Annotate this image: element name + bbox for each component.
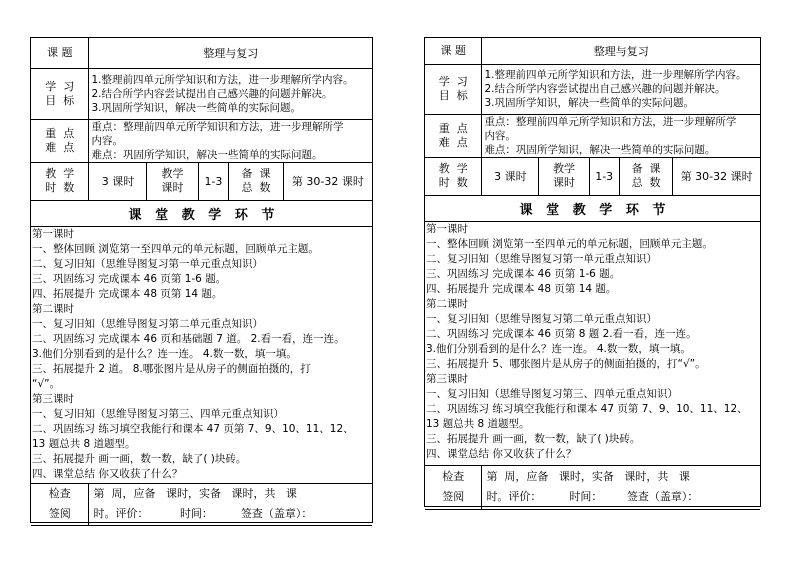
topic-value: 整理与复习 <box>89 38 372 68</box>
goal-item: 2.结合所学内容尝试提出自己感兴趣的问题并解决。 <box>91 87 333 100</box>
body-line: 二、复习旧知（思维导图复习第一单元重点知识） <box>426 252 657 265</box>
total-label: 备 课 总 数 <box>229 162 284 200</box>
body-line: 三、巩固练习 完成课本 46 页第 1-6 题。 <box>426 267 621 280</box>
key-points-label: 重 点 难 点 <box>425 114 482 157</box>
key-point-line: 重点：整理前四单元所学知识和方法，进一步理解所学 <box>91 120 344 133</box>
check-line-1: 第 周，应备 课时，实备 课时，共 课 <box>93 487 297 500</box>
body-line: 第二课时 <box>426 297 468 310</box>
check-line-2: 时。评价： 时间： 签查（盖章）： <box>93 507 313 520</box>
body-line: 13 题总共 8 道题型。 <box>32 437 136 450</box>
body-line: 一、复习旧知（思维导图复习第二单元重点知识） <box>426 312 657 325</box>
body-line: 第一课时 <box>32 227 74 240</box>
check-content <box>482 465 760 509</box>
key-point-line: 难点：巩固所学知识，解决一些简单的实际问题。 <box>91 148 323 161</box>
hours-value: 3 课时 <box>482 157 539 195</box>
hours-label: 教 学 时 数 <box>31 162 89 200</box>
body-line: 13 题总共 8 道题型。 <box>426 417 530 430</box>
key-points <box>482 114 760 157</box>
section-title: 课 堂 教 学 环 节 <box>425 195 760 221</box>
hours-value: 3 课时 <box>89 162 147 200</box>
topic-label: 课 题 <box>425 38 482 64</box>
key-point-line: 难点：巩固所学知识，解决一些简单的实际问题。 <box>484 143 716 156</box>
goals-list <box>89 68 372 119</box>
topic-label: 课 题 <box>31 38 89 68</box>
goals-list <box>482 64 760 114</box>
body-line: 一、复习旧知（思维导图复习第三、四单元重点知识） <box>426 387 678 400</box>
total-value: 第 30-32 课时 <box>673 157 760 195</box>
total-label: 备 课 总 数 <box>619 157 673 195</box>
key-point-line: 重点：整理前四单元所学知识和方法，进一步理解所学 <box>484 115 737 128</box>
goal-item: 3.巩固所学知识，解决一些简单的实际问题。 <box>91 101 301 114</box>
body-line: 二、巩固练习 完成课本 46 页和基础题 7 道。 2.看一看，连一连。 <box>32 332 345 345</box>
body-line: 二、巩固练习 完成课本 46 页第 8 题 2.看一看，连一连。 <box>426 327 697 340</box>
goals-label: 学 习 目 标 <box>31 68 89 119</box>
body-line: 3.他们分别看到的是什么？连一连。 4.数一数，填一填。 <box>32 347 297 360</box>
lesson-hours-label: 教学 课时 <box>539 157 589 195</box>
body-line: 四、拓展提升 完成课本 48 页第 14 题。 <box>426 282 617 295</box>
body-line: 三、拓展提升 画一画，数一数，缺了( )块砖。 <box>32 452 247 465</box>
body-line: 二、巩固练习 练习填空我能行和课本 47 页第 7、9、10、11、12、 <box>32 422 354 435</box>
key-point-line: 内容。 <box>91 134 123 147</box>
body-line: 一、整体回顾 浏览第一至四单元的单元标题，回顾单元主题。 <box>426 237 713 250</box>
hours-label: 教 学 时 数 <box>425 157 482 195</box>
body-line: 第二课时 <box>32 302 74 315</box>
lesson-hours-value: 1-3 <box>589 157 619 195</box>
body-line: 第一课时 <box>426 222 468 235</box>
body-line: 一、复习旧知（思维导图复习第二单元重点知识） <box>32 317 263 330</box>
body-line: 二、复习旧知（思维导图复习第一单元重点知识） <box>32 257 263 270</box>
body-line: 一、整体回顾 浏览第一至四单元的单元标题，回顾单元主题。 <box>32 242 319 255</box>
goal-item: 1.整理前四单元所学知识和方法，进一步理解所学内容。 <box>91 73 354 86</box>
goal-item: 3.巩固所学知识，解决一些简单的实际问题。 <box>484 97 694 109</box>
lesson-body <box>425 221 760 465</box>
goal-item: 2.结合所学内容尝试提出自己感兴趣的问题并解决。 <box>484 83 726 95</box>
key-point-line: 内容。 <box>484 129 516 142</box>
lesson-hours-value: 1-3 <box>198 162 229 200</box>
key-points <box>89 119 372 162</box>
check-label: 检查 签阅 <box>425 465 482 509</box>
body-line: 3.他们分别看到的是什么？连一连。 4.数一数，填一填。 <box>426 342 691 355</box>
body-line: “√”。 <box>32 377 61 390</box>
body-line: 一、复习旧知（思维导图复习第三、四单元重点知识） <box>32 407 284 420</box>
lesson-body <box>31 226 372 483</box>
check-line-2: 时。评价： 时间： 签查（盖章）： <box>486 490 699 503</box>
lesson-plan-right <box>424 37 761 507</box>
check-content <box>89 483 372 525</box>
total-value: 第 30-32 课时 <box>283 162 372 200</box>
body-line: 三、巩固练习 完成课本 46 页第 1-6 题。 <box>32 272 227 285</box>
goals-label: 学 习 目 标 <box>425 64 482 114</box>
body-line: 第三课时 <box>426 372 468 385</box>
check-label: 检查 签阅 <box>31 483 89 525</box>
check-line-1: 第 周，应备 课时，实备 课时，共 课 <box>486 470 690 483</box>
body-line: 四、拓展提升 完成课本 48 页第 14 题。 <box>32 287 223 300</box>
goal-item: 1.整理前四单元所学知识和方法，进一步理解所学内容。 <box>484 69 747 81</box>
body-line: 三、拓展提升 2 道。 8.哪张图片是从房子的侧面拍摄的，打 <box>32 362 311 375</box>
lesson-plan-left <box>30 37 373 523</box>
body-line: 第三课时 <box>32 392 74 405</box>
topic-value: 整理与复习 <box>482 38 760 64</box>
body-line: 三、拓展提升 画一画，数一数，缺了( )块砖。 <box>426 432 641 445</box>
body-line: 四、课堂总结 你又收获了什么？ <box>32 467 183 480</box>
body-line: 四、课堂总结 你又收获了什么？ <box>426 447 577 460</box>
lesson-hours-label: 教学 课时 <box>147 162 198 200</box>
section-title: 课 堂 教 学 环 节 <box>31 200 372 226</box>
body-line: 二、巩固练习 练习填空我能行和课本 47 页第 7、9、10、11、12、 <box>426 402 748 415</box>
body-line: 三、拓展提升 5、哪张图片是从房子的侧面拍摄的，打“√”。 <box>426 357 706 370</box>
key-points-label: 重 点 难 点 <box>31 119 89 162</box>
